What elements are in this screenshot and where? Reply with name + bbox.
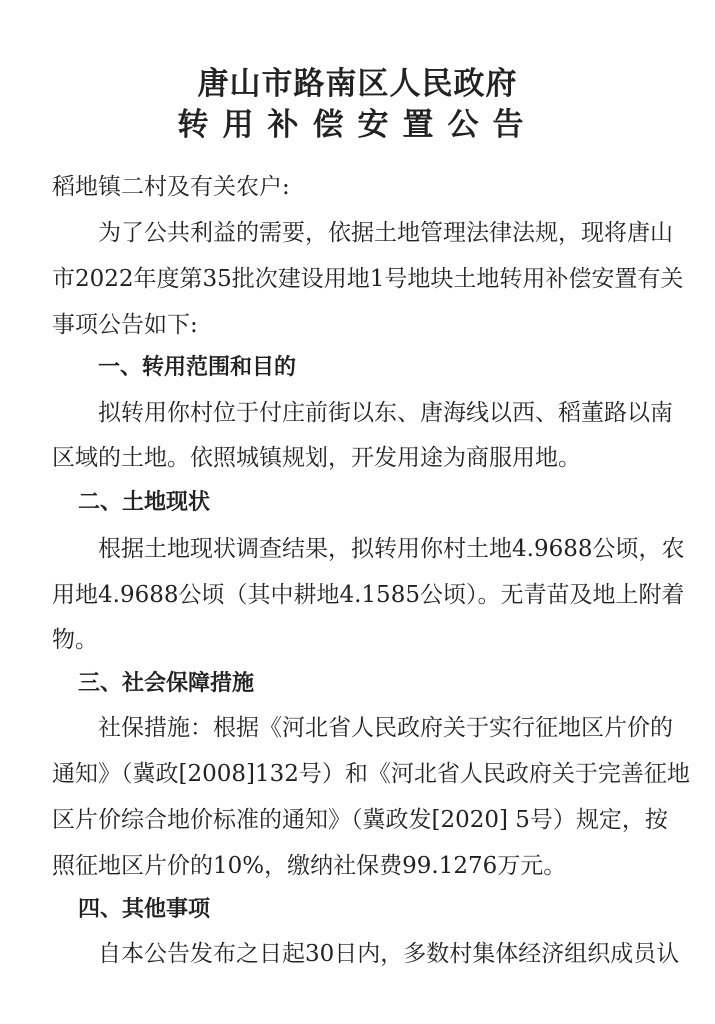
section-text-line: 根据土地现状调查结果，拟转用你村土地4.9688公顷，农 (98, 536, 685, 562)
section-heading-scope: 一、转用范围和目的 (98, 355, 297, 380)
section-text-line: 区片价综合地价标准的通知》（冀政发[2020] 5号）规定，按 (52, 807, 668, 833)
notice-title: 转用补偿安置公告 (177, 107, 538, 143)
addressee: 稻地镇二村及有关农户: (52, 174, 290, 200)
section-text-line: 区域的土地。依照城镇规划，开发用途为商服用地。 (52, 445, 581, 471)
section-heading-land-status: 二、土地现状 (78, 490, 211, 515)
section-text-line: 用地4.9688公顷（其中耕地4.1585公顷）。无青苗及地上附着 (52, 582, 685, 608)
section-heading-social-security: 三、社会保障措施 (78, 671, 255, 696)
section-text-line: 通知》（冀政[2008]132号）和《河北省人民政府关于完善征地 (52, 761, 690, 787)
section-text-line: 社保措施：根据《河北省人民政府关于实行征地区片价的 (98, 715, 673, 741)
intro-line: 为了公共利益的需要，依据土地管理法律法规，现将唐山 (98, 220, 673, 246)
intro-line: 市2022年度第35批次建设用地1号地块土地转用补偿安置有关 (52, 266, 684, 292)
section-text-line: 照征地区片价的10%，缴纳社保费99.1276万元。 (52, 853, 567, 879)
intro-line: 事项公告如下: (52, 312, 198, 338)
section-text-line: 物。 (52, 627, 98, 653)
section-text-line: 自本公告发布之日起30日内，多数村集体经济组织成员认 (98, 941, 680, 967)
issuer-title: 唐山市路南区人民政府 (197, 66, 518, 102)
section-heading-other: 四、其他事项 (78, 897, 211, 922)
section-text-line: 拟转用你村位于付庄前街以东、唐海线以西、稻董路以南 (98, 400, 673, 426)
